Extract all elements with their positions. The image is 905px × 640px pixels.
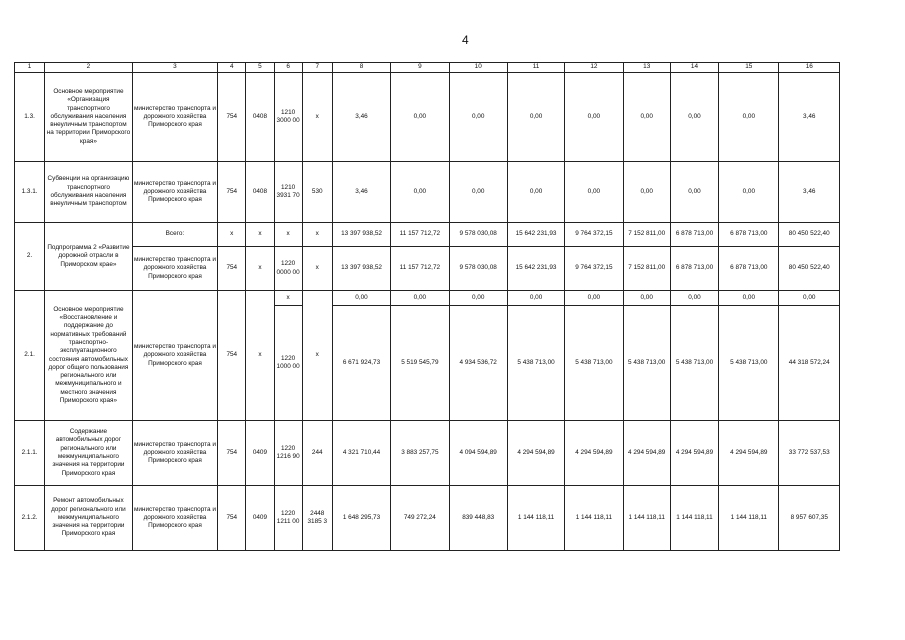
cell-total: 3,46 <box>779 162 840 223</box>
cell-value: 0,00 <box>391 162 449 223</box>
header-cell: 15 <box>719 63 779 73</box>
cell-value: 9 578 030,08 <box>449 247 507 291</box>
cell-value: 15 642 231,93 <box>507 247 564 291</box>
cell-value: 3 883 257,75 <box>391 421 449 486</box>
cell-section: x <box>246 247 274 291</box>
cell-total: 33 772 537,53 <box>779 421 840 486</box>
cell-expense-type: x <box>302 223 332 247</box>
row-organization: министерство транспорта и дорожного хозяйства Приморского края <box>132 73 218 162</box>
row-number: 1.3.1. <box>15 162 45 223</box>
table-row <box>15 247 840 291</box>
cell-value: 0,00 <box>332 291 390 306</box>
cell-grbs: 754 <box>218 421 246 486</box>
cell-value: 4 294 594,89 <box>670 421 718 486</box>
cell-value: 0,00 <box>670 73 718 162</box>
cell-grbs: 754 <box>218 162 246 223</box>
cell-value: 1 144 118,11 <box>719 486 779 551</box>
cell-value: 0,00 <box>565 291 623 306</box>
cell-value: 9 764 372,15 <box>565 223 623 247</box>
cell-total: 8 957 607,35 <box>779 486 840 551</box>
cell-grbs: 754 <box>218 291 246 421</box>
cell-section: 0409 <box>246 421 274 486</box>
header-cell: 4 <box>218 63 246 73</box>
page-number: 4 <box>462 33 469 47</box>
cell-value: 4 321 710,44 <box>332 421 390 486</box>
row-number: 2.1.2. <box>15 486 45 551</box>
cell-value: 7 152 811,00 <box>623 223 670 247</box>
cell-value: 6 878 713,00 <box>670 247 718 291</box>
cell-value: 0,00 <box>719 291 779 306</box>
table-row <box>15 223 840 247</box>
cell-expense-type: 530 <box>302 162 332 223</box>
cell-value: 5 438 713,00 <box>565 306 623 421</box>
cell-value: 0,00 <box>449 73 507 162</box>
header-cell: 9 <box>391 63 449 73</box>
cell-grbs: 754 <box>218 73 246 162</box>
cell-grbs: 754 <box>218 486 246 551</box>
row-organization: министерство транспорта и дорожного хозяйства Приморского края <box>132 247 218 291</box>
row-organization: министерство транспорта и дорожного хозяйства Приморского края <box>132 486 218 551</box>
cell-value: 5 438 713,00 <box>507 306 564 421</box>
row-title: Основное мероприятие «Организация транспортного обслуживания населения внеуличным транспортом на территории Приморского края» <box>45 73 133 162</box>
header-cell: 12 <box>565 63 623 73</box>
row-title: Содержание автомобильных дорог регионального или межмуниципального значения на территории Приморского края <box>45 421 133 486</box>
cell-value: 0,00 <box>719 73 779 162</box>
cell-value: 1 648 295,73 <box>332 486 390 551</box>
cell-value: 0,00 <box>670 162 718 223</box>
cell-expense-type: x <box>302 291 332 421</box>
table-row <box>15 291 840 306</box>
header-cell: 6 <box>274 63 302 73</box>
cell-value: 6 878 713,00 <box>670 223 718 247</box>
cell-expense-type: x <box>302 73 332 162</box>
cell-value: 0,00 <box>507 162 564 223</box>
cell-value: 0,00 <box>507 291 564 306</box>
budget-table <box>14 62 840 551</box>
cell-value: 0,00 <box>391 291 449 306</box>
cell-section: 0409 <box>246 486 274 551</box>
cell-value: 4 094 594,89 <box>449 421 507 486</box>
cell-value: 9 764 372,15 <box>565 247 623 291</box>
cell-target-code: x <box>274 223 302 247</box>
row-number: 1.3. <box>15 73 45 162</box>
row-title: Субвенции на организацию транспортного обслуживания населения внеуличным транспортом <box>45 162 133 223</box>
cell-value: 0,00 <box>391 73 449 162</box>
header-cell: 14 <box>670 63 718 73</box>
cell-target-code: x <box>274 291 302 306</box>
cell-value: 4 294 594,89 <box>565 421 623 486</box>
header-cell: 11 <box>507 63 564 73</box>
row-organization: министерство транспорта и дорожного хозяйства Приморского края <box>132 162 218 223</box>
cell-target-code: 1220 1211 00 <box>274 486 302 551</box>
cell-value: 11 157 712,72 <box>391 247 449 291</box>
cell-grbs: x <box>218 223 246 247</box>
cell-total: 44 318 572,24 <box>779 306 840 421</box>
cell-value: 0,00 <box>565 162 623 223</box>
cell-value: 13 397 938,52 <box>332 223 390 247</box>
cell-value: 6 878 713,00 <box>719 223 779 247</box>
cell-value: 1 144 118,11 <box>565 486 623 551</box>
cell-target-code: 1220 0000 00 <box>274 247 302 291</box>
cell-value: 4 294 594,89 <box>719 421 779 486</box>
table-row <box>15 162 840 223</box>
cell-value: 11 157 712,72 <box>391 223 449 247</box>
cell-target-code: 1210 3931 70 <box>274 162 302 223</box>
cell-total: 80 450 522,40 <box>779 223 840 247</box>
cell-value: 4 934 536,72 <box>449 306 507 421</box>
cell-value: 0,00 <box>623 162 670 223</box>
table-row <box>15 486 840 551</box>
cell-value: 5 438 713,00 <box>670 306 718 421</box>
cell-value: 9 578 030,08 <box>449 223 507 247</box>
header-cell: 3 <box>132 63 218 73</box>
cell-expense-type: x <box>302 247 332 291</box>
table-row <box>15 421 840 486</box>
cell-section: 0408 <box>246 162 274 223</box>
cell-value: 0,00 <box>670 291 718 306</box>
cell-section: x <box>246 291 274 421</box>
header-cell: 1 <box>15 63 45 73</box>
cell-value: 5 438 713,00 <box>719 306 779 421</box>
cell-total: 3,46 <box>779 73 840 162</box>
cell-value: 6 671 924,73 <box>332 306 390 421</box>
cell-value: 5 519 545,79 <box>391 306 449 421</box>
cell-value: 1 144 118,11 <box>507 486 564 551</box>
cell-value: 0,00 <box>507 73 564 162</box>
cell-value: 15 642 231,93 <box>507 223 564 247</box>
cell-value: 0,00 <box>449 162 507 223</box>
cell-value: 0,00 <box>449 291 507 306</box>
cell-value: 13 397 938,52 <box>332 247 390 291</box>
cell-value: 0,00 <box>623 291 670 306</box>
cell-value: 0,00 <box>623 73 670 162</box>
row-number: 2.1.1. <box>15 421 45 486</box>
cell-target-code: 1220 1000 00 <box>274 306 302 421</box>
row-number: 2. <box>15 223 45 291</box>
cell-target-code: 1210 3000 00 <box>274 73 302 162</box>
header-cell: 16 <box>779 63 840 73</box>
cell-section: 0408 <box>246 73 274 162</box>
row-title: Основное мероприятие «Восстановление и поддержание до нормативных требований транспортно-эксплуатационного состояния автомобильных дорог общего пользования регионального или межмуниципального и местного значения Приморского края» <box>45 291 133 421</box>
cell-total: 80 450 522,40 <box>779 247 840 291</box>
cell-value: 839 448,83 <box>449 486 507 551</box>
row-title: Подпрограмма 2 «Развитие дорожной отрасли в Приморском крае» <box>45 223 133 291</box>
header-cell: 13 <box>623 63 670 73</box>
cell-value: 749 272,24 <box>391 486 449 551</box>
cell-value: 1 144 118,11 <box>670 486 718 551</box>
header-cell: 10 <box>449 63 507 73</box>
cell-value: 4 294 594,89 <box>623 421 670 486</box>
cell-expense-type: 244 <box>302 421 332 486</box>
header-cell: 7 <box>302 63 332 73</box>
cell-value: 3,46 <box>332 162 390 223</box>
header-cell: 5 <box>246 63 274 73</box>
row-number: 2.1. <box>15 291 45 421</box>
row-organization: министерство транспорта и дорожного хозяйства Приморского края <box>132 291 218 421</box>
header-cell: 8 <box>332 63 390 73</box>
cell-grbs: 754 <box>218 247 246 291</box>
header-row <box>15 63 840 73</box>
cell-value: 4 294 594,89 <box>507 421 564 486</box>
header-cell: 2 <box>45 63 133 73</box>
cell-total: 0,00 <box>779 291 840 306</box>
row-title: Ремонт автомобильных дорог регионального или межмуниципального значения на территории Приморского края <box>45 486 133 551</box>
cell-value: 0,00 <box>719 162 779 223</box>
cell-section: x <box>246 223 274 247</box>
cell-target-code: 1220 1216 90 <box>274 421 302 486</box>
total-label: Всего: <box>132 223 218 247</box>
table-row <box>15 73 840 162</box>
cell-value: 1 144 118,11 <box>623 486 670 551</box>
cell-value: 7 152 811,00 <box>623 247 670 291</box>
cell-value: 3,46 <box>332 73 390 162</box>
cell-expense-type: 2448 3185 3 <box>302 486 332 551</box>
cell-value: 6 878 713,00 <box>719 247 779 291</box>
row-organization: министерство транспорта и дорожного хозяйства Приморского края <box>132 421 218 486</box>
cell-value: 5 438 713,00 <box>623 306 670 421</box>
cell-value: 0,00 <box>565 73 623 162</box>
